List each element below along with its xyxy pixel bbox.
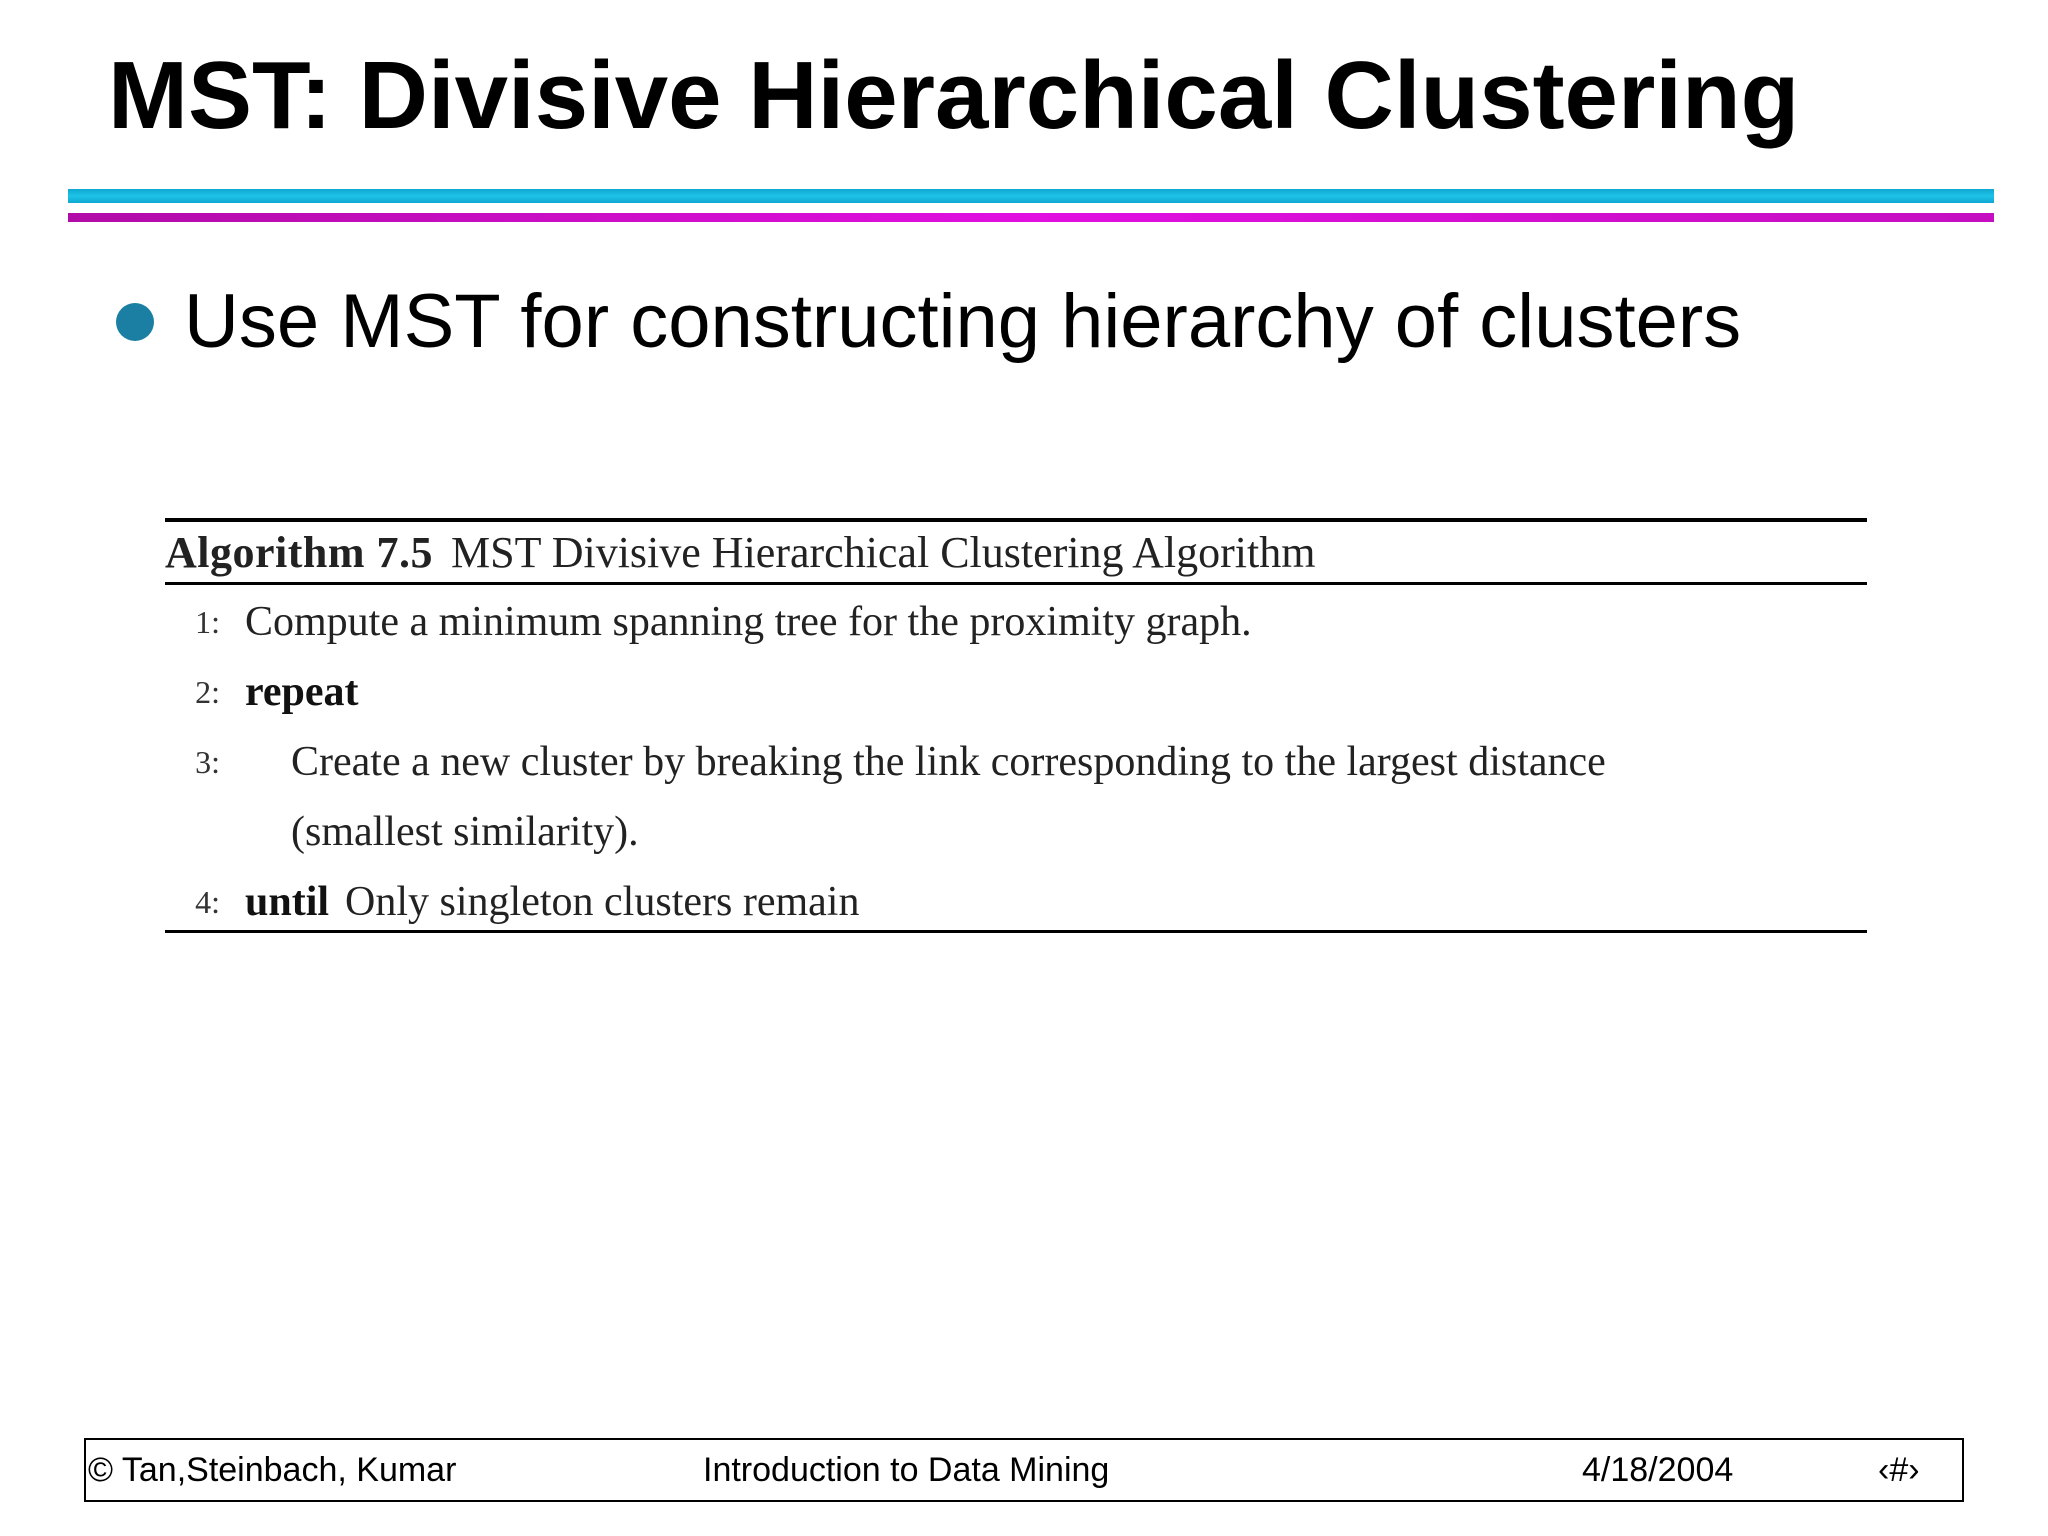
step-number: 4:: [195, 883, 220, 920]
algorithm-name: MST Divisive Hierarchical Clustering Algorithm: [451, 527, 1316, 577]
algorithm-step-3-continuation: [165, 799, 1867, 865]
bullet-item: [116, 272, 1741, 372]
algorithm-step-3: [165, 729, 1867, 795]
title-rule-cyan: [68, 189, 1994, 203]
slide-title: MST: Divisive Hierarchical Clustering: [108, 42, 1800, 149]
step-number: 1:: [195, 603, 220, 640]
algorithm-label: Algorithm 7.5: [165, 527, 434, 577]
step-keyword: repeat: [245, 669, 359, 715]
step-text: Only singleton clusters remain: [345, 879, 860, 925]
bullet-text: Use MST for constructing hierarchy of clusters: [184, 279, 1742, 364]
algorithm-steps: [165, 585, 1867, 930]
title-rule-gap: [68, 203, 1994, 213]
footer-date: 4/18/2004: [1582, 1451, 1734, 1489]
footer-course: Introduction to Data Mining: [703, 1451, 1110, 1489]
algorithm-step-4: [165, 869, 1867, 935]
footer-page-number: ‹#›: [1878, 1451, 1920, 1489]
step-keyword: until: [245, 879, 330, 925]
title-rule-magenta: [68, 213, 1994, 222]
step-text-continuation: (smallest similarity).: [291, 809, 639, 855]
step-text: Compute a minimum spanning tree for the proximity graph.: [245, 599, 1252, 645]
step-text: Create a new cluster by breaking the link corresponding to the largest distance: [291, 739, 1606, 785]
algorithm-box: [165, 518, 1867, 933]
step-number: 3:: [195, 743, 220, 780]
step-number: 2:: [195, 673, 220, 710]
algorithm-step-1: [165, 589, 1867, 655]
slide-footer: [84, 1438, 1964, 1502]
bullet-dot-icon: [116, 303, 154, 341]
algorithm-step-2: [165, 659, 1867, 725]
footer-copyright: © Tan,Steinbach, Kumar: [88, 1451, 457, 1489]
algorithm-header: [165, 522, 1867, 582]
